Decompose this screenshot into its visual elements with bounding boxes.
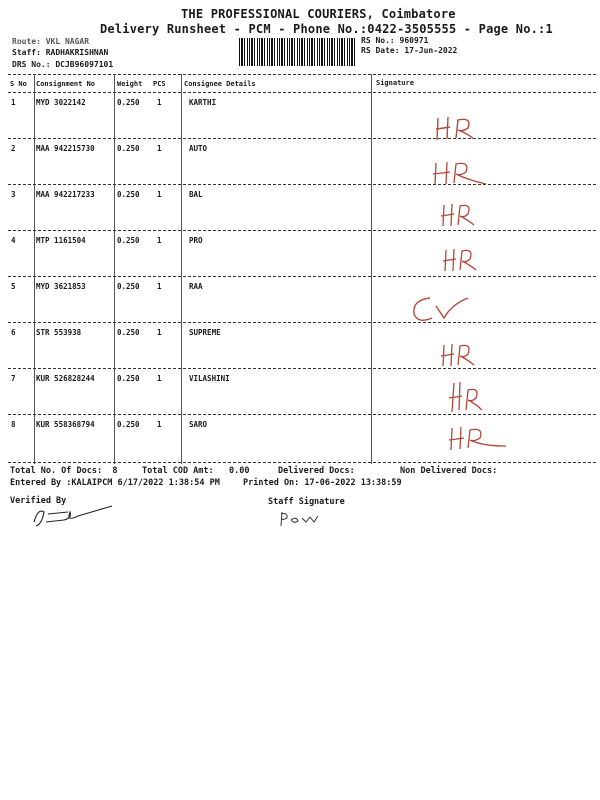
rs-date: RS Date: 17-Jun-2022 (361, 46, 458, 55)
runsheet-subtitle: Delivery Runsheet - PCM - Phone No.:0422-3505555 - Page No.:1 (100, 22, 553, 36)
row-consignment: MYD 3022142 (36, 98, 86, 107)
row-weight: 0.250 (117, 236, 140, 245)
row-pcs: 1 (157, 236, 162, 245)
row-consignee: SARO (189, 420, 208, 429)
signature-6 (438, 340, 488, 370)
staff-signature-label: Staff Signature (268, 497, 345, 507)
row-weight: 0.250 (117, 328, 140, 337)
non-delivered-docs: Non Delivered Docs: (400, 466, 498, 476)
row-sno: 2 (11, 144, 16, 153)
row-consignee: AUTO (189, 144, 208, 153)
row-pcs: 1 (157, 144, 162, 153)
delivered-docs: Delivered Docs: (278, 466, 355, 476)
col-consignee: Consignee Details (184, 80, 256, 88)
total-docs: Total No. Of Docs: 8 (10, 466, 118, 476)
row-pcs: 1 (157, 420, 162, 429)
row-consignee: KARTHI (189, 98, 217, 107)
row-consignment: KUR 558368794 (36, 420, 95, 429)
row-consignment: STR 553938 (36, 328, 82, 337)
signature-5 (408, 292, 478, 326)
row-consignee: RAA (189, 282, 203, 291)
total-cod: Total COD Amt: 0.00 (142, 466, 250, 476)
col-signature: Signature (376, 79, 414, 87)
row-sno: 4 (11, 236, 16, 245)
col-pcs: PCS (153, 80, 166, 88)
verifier-signature (28, 502, 118, 530)
row-weight: 0.250 (117, 190, 140, 199)
row-consignment: MTP 1161504 (36, 236, 86, 245)
row-pcs: 1 (157, 282, 162, 291)
row-consignee: VILASHINI (189, 374, 230, 383)
row-weight: 0.250 (117, 374, 140, 383)
signature-1 (432, 114, 492, 144)
row-consignee: BAL (189, 190, 203, 199)
row-weight: 0.250 (117, 98, 140, 107)
row-sno: 6 (11, 328, 16, 337)
printed-on: Printed On: 17-06-2022 13:38:59 (243, 478, 402, 488)
row-sno: 5 (11, 282, 16, 291)
signature-7 (446, 380, 496, 416)
row-consignment: MYD 3621853 (36, 282, 86, 291)
row-consignment: MAA 942215730 (36, 144, 95, 153)
row-consignment: KUR 526828244 (36, 374, 95, 383)
row-consignee: PRO (189, 236, 203, 245)
col-sno: S No (10, 80, 27, 88)
signature-8 (446, 424, 516, 454)
row-sno: 8 (11, 420, 16, 429)
row-weight: 0.250 (117, 282, 140, 291)
barcode (239, 38, 357, 66)
row-weight: 0.250 (117, 144, 140, 153)
col-weight: Weight (117, 80, 143, 88)
row-pcs: 1 (157, 98, 162, 107)
row-consignment: MAA 942217233 (36, 190, 95, 199)
row-weight: 0.250 (117, 420, 140, 429)
row-pcs: 1 (157, 374, 162, 383)
signature-3 (438, 200, 488, 230)
row-pcs: 1 (157, 328, 162, 337)
signature-4 (440, 245, 490, 275)
col-consignment: Consignment No (36, 80, 96, 88)
row-pcs: 1 (157, 190, 162, 199)
staff-signature-mark (278, 508, 322, 528)
route-label: Route: VKL NAGAR (12, 37, 90, 46)
row-sno: 1 (11, 98, 16, 107)
staff-label: Staff: RADHAKRISHNAN (12, 48, 109, 57)
rs-number: RS No.: 960971 (361, 36, 429, 45)
signature-2 (430, 158, 500, 188)
verified-by-label: Verified By (10, 496, 67, 506)
drs-number: DRS No.: DCJB96097101 (12, 60, 114, 69)
row-sno: 7 (11, 374, 16, 383)
row-sno: 3 (11, 190, 16, 199)
row-consignee: SUPREME (189, 328, 221, 337)
company-title: THE PROFESSIONAL COURIERS, Coimbatore (181, 7, 456, 21)
entered-by: Entered By :KALAIPCM 6/17/2022 1:38:54 PM (10, 478, 220, 488)
